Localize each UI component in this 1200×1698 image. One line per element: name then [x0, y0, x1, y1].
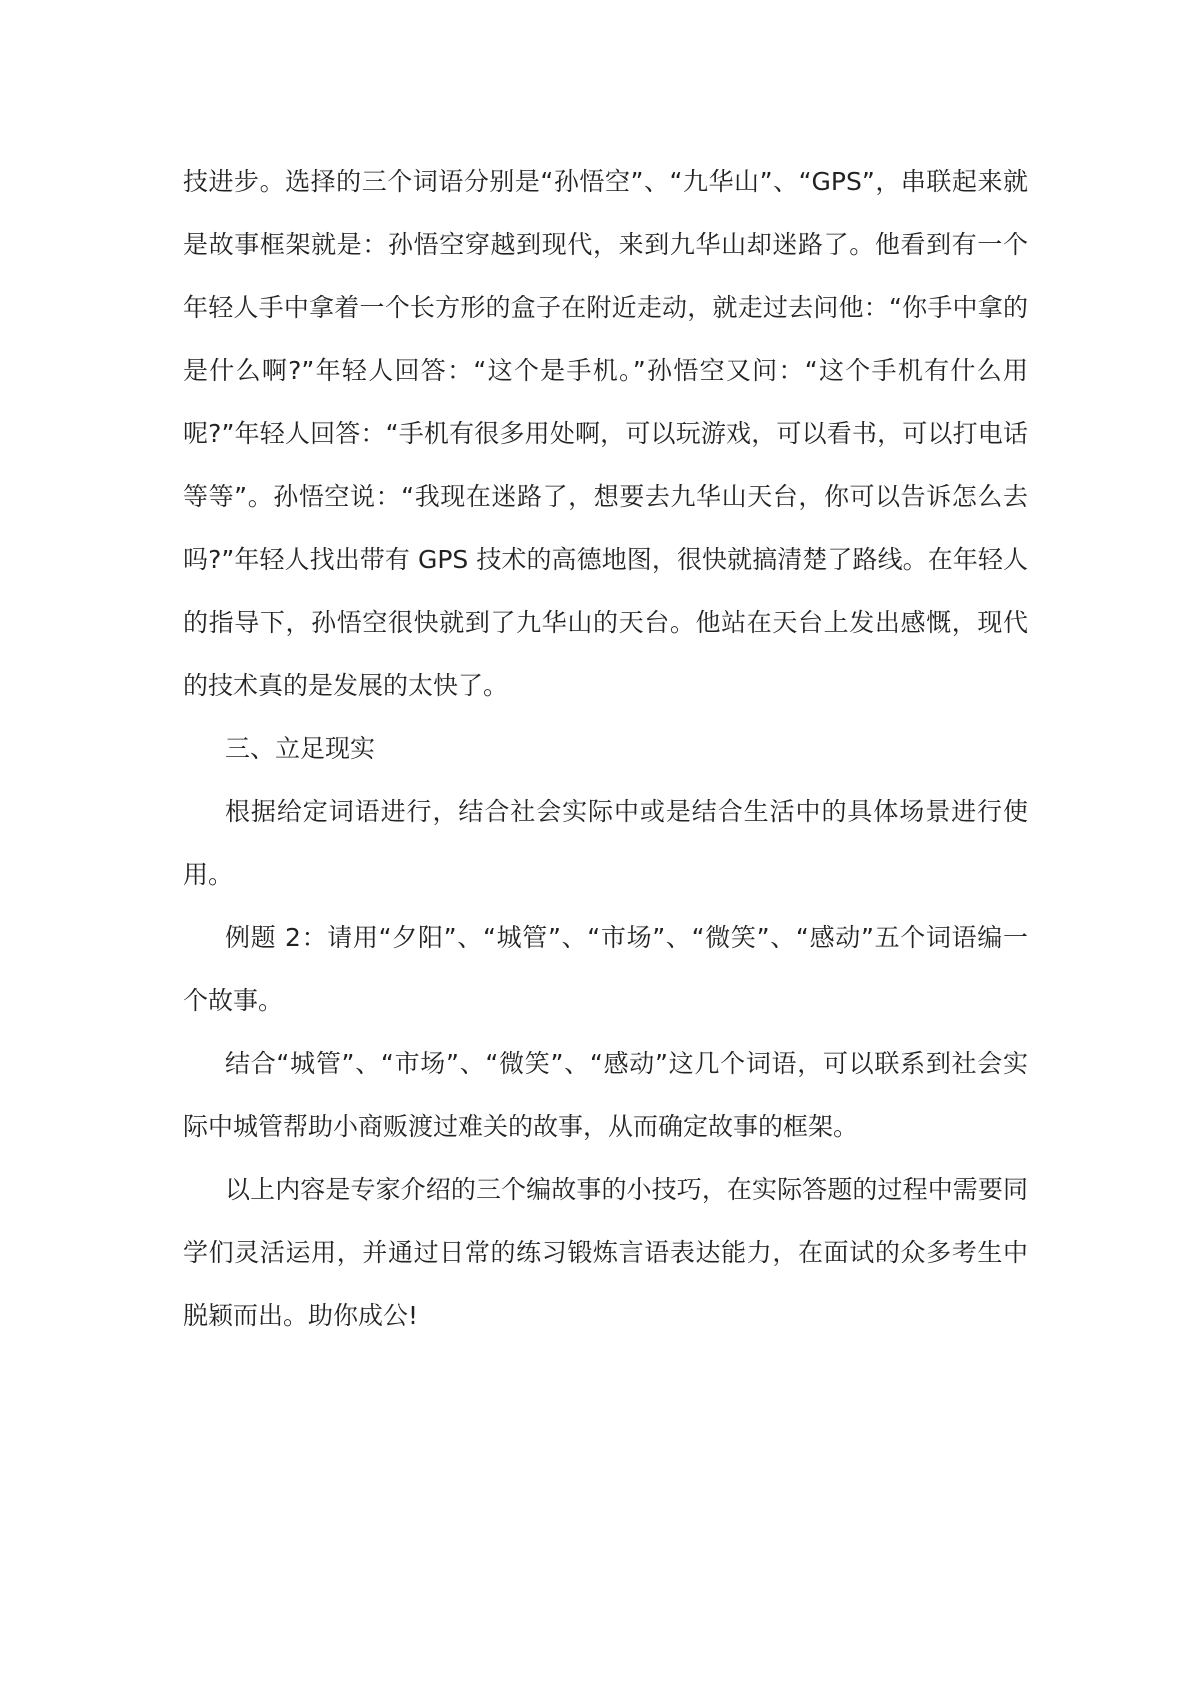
paragraph-story-example: 技进步。选择的三个词语分别是“孙悟空”、“九华山”、“GPS”，串联起来就是故事框架就是：孙悟空穿越到现代，来到九华山却迷路了。他看到有一个年轻人手中拿着一个长方形的盒子在附近走动，就走过去问他：“你手中拿的是什么啊?”年轻人回答：“这个是手机。”孙悟空又问：“这个手机有什么用呢?”年轻人回答：“手机有很多用处啊，可以玩游戏，可以看书，可以打电话等等”。孙悟空说：“我现在迷路了，想要去九华山天台，你可以告诉怎么去吗?”年轻人找出带有 GPS 技术的高德地图，很快就搞清楚了路线。在年轻人的指导下，孙悟空很快就到了九华山的天台。他站在天台上发出感慨，现代的技术真的是发展的太快了。	[183, 167, 1028, 700]
section-heading-3: 三、立足现实	[225, 734, 376, 763]
paragraph-example-analysis: 结合“城管”、“市场”、“微笑”、“感动”这几个词语，可以联系到社会实际中城管帮助小商贩渡过难关的故事，从而确定故事的框架。	[183, 1049, 1028, 1141]
paragraph-method-description: 根据给定词语进行，结合社会实际中或是结合生活中的具体场景进行使用。	[183, 797, 1028, 889]
document-body	[183, 150, 1028, 1347]
paragraph-example-question: 例题 2：请用“夕阳”、“城管”、“市场”、“微笑”、“感动”五个词语编一个故事。	[183, 923, 1028, 1015]
paragraph-conclusion: 以上内容是专家介绍的三个编故事的小技巧，在实际答题的过程中需要同学们灵活运用，并通过日常的练习锻炼言语表达能力，在面试的众多考生中脱颖而出。助你成公!	[183, 1175, 1028, 1330]
